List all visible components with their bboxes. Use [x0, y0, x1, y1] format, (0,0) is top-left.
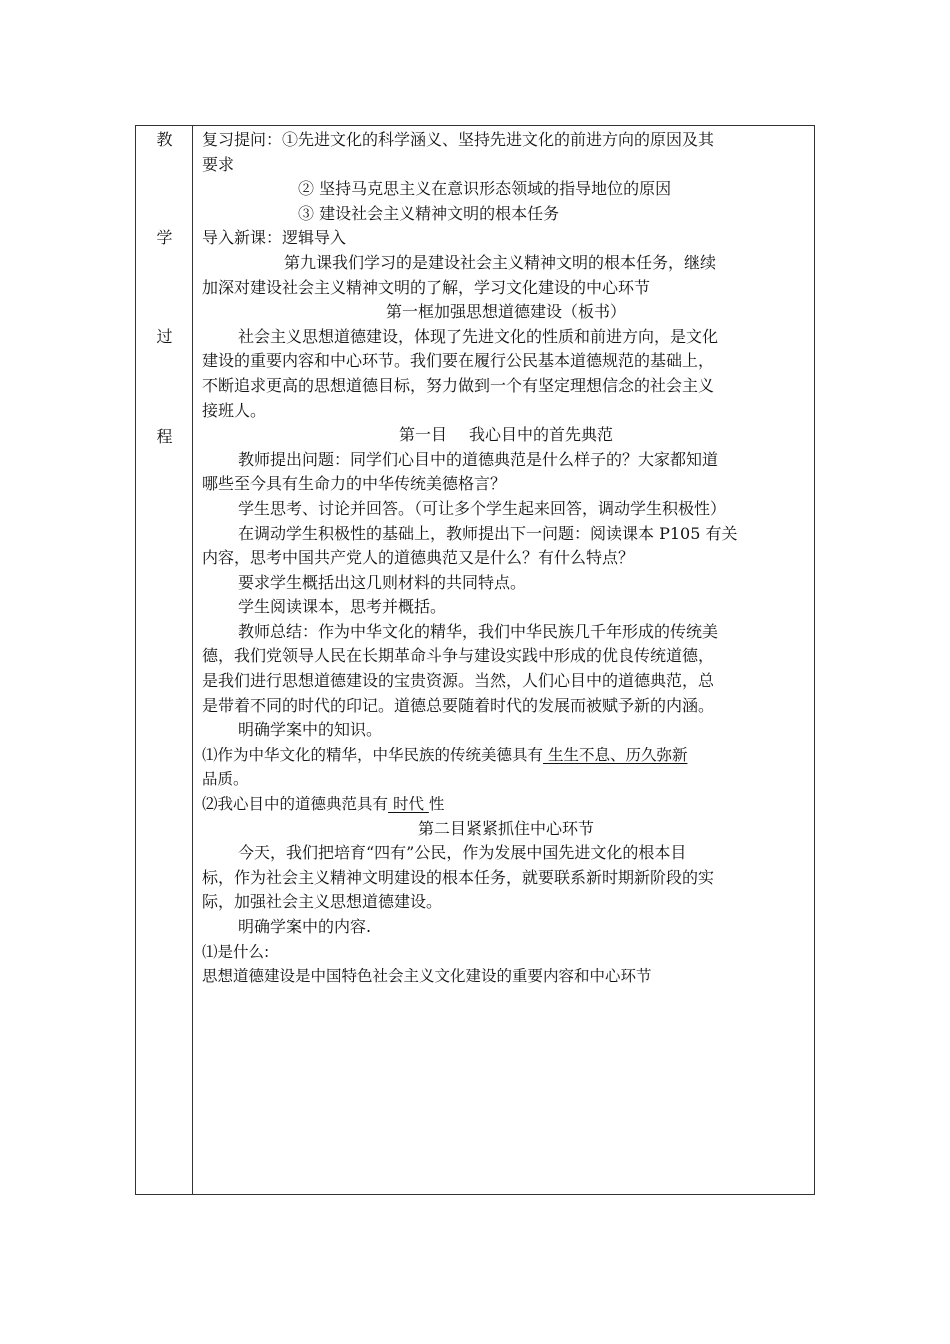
text-line: 建设的重要内容和中心环节。我们要在履行公民基本道德规范的基础上， — [202, 351, 715, 371]
text-line: 思想道德建设是中国特色社会主义文化建设的重要内容和中心环节 — [202, 967, 652, 986]
text-line: ⑴是什么: — [202, 942, 270, 961]
label-cheng: 程 — [156, 427, 173, 446]
text-line: 是带着不同的时代的印记。道德总要随着时代的发展而被赋予新的内涵。 — [202, 695, 715, 715]
lesson-content — [202, 128, 810, 989]
knowledge-answer: 时代 — [388, 795, 429, 814]
text-line: 内容，思考中国共产党人的道德典范又是什么？有什么特点？ — [202, 548, 635, 568]
label-xue: 学 — [156, 228, 173, 247]
intro-heading: 导入新课：逻辑导入 — [202, 228, 347, 248]
knowledge-text: ⑵我心目中的道德典范具有 — [202, 795, 389, 814]
text-line: 哪些至今具有生命力的中华传统美德格言？ — [202, 474, 507, 494]
lesson-table — [135, 125, 815, 1195]
text-line: 社会主义思想道德建设，体现了先进文化的性质和前进方向，是文化 — [238, 326, 719, 346]
label-column — [136, 126, 193, 1194]
knowledge-text: 性 — [428, 795, 445, 814]
text-line: 是我们进行思想道德建设的宝贵资源。当然，人们心目中的道德典范，总 — [202, 671, 715, 691]
subsection-title-1 — [202, 423, 810, 448]
knowledge-text: ⑴作为中华文化的精华，中华民族的传统美德具有 — [202, 745, 544, 764]
review-item-2: ② 坚持马克思主义在意识形态领域的指导地位的原因 — [298, 179, 672, 199]
subsection-number: 第一目 — [398, 425, 447, 445]
review-question: 复习提问：①先进文化的科学涵义、坚持先进文化的前进方向的原因及其 — [202, 130, 715, 149]
text-line: 在调动学生积极性的基础上，教师提出下一问题：阅读课本 P105 有关 — [238, 523, 738, 543]
label-guo: 过 — [156, 327, 173, 346]
text-line: 第九课我们学习的是建设社会主义精神文明的根本任务，继续 — [284, 252, 717, 272]
text-line: 品质。 — [202, 770, 249, 789]
review-item-3: ③ 建设社会主义精神文明的根本任务 — [298, 203, 560, 223]
text-line: 要求 — [202, 154, 235, 174]
label-jiao: 教 — [156, 130, 173, 149]
text-line: 明确学案中的知识。 — [238, 720, 383, 740]
text-line: 教师提出问题：同学们心目中的道德典范是什么样子的？大家都知道 — [238, 449, 719, 469]
text-line: 不断追求更高的思想道德目标，努力做到一个有坚定理想信念的社会主义 — [202, 375, 715, 395]
knowledge-answer: 生生不息、历久弥新 — [543, 745, 688, 764]
text-line: 加深对建设社会主义精神文明的了解，学习文化建设的中心环节 — [202, 277, 651, 297]
text-line: 际，加强社会主义思想道德建设。 — [202, 892, 443, 912]
text-line: 标，作为社会主义精神文明建设的根本任务，就要联系新时期新阶段的实 — [202, 867, 715, 887]
knowledge-item-1 — [202, 743, 810, 768]
subsection-name: 我心目中的首先典范 — [469, 425, 614, 445]
text-line: 明确学案中的内容. — [238, 917, 372, 936]
text-line: 德，我们党领导人民在长期革命斗争与建设实践中形成的优良传统道德， — [202, 646, 715, 666]
text-line: 要求学生概括出这几则材料的共同特点。 — [238, 572, 527, 592]
section-title: 第一框加强思想道德建设（板书） — [385, 302, 626, 322]
text-line: 学生思考、讨论并回答。（可让多个学生起来回答，调动学生积极性） — [238, 498, 727, 518]
subsection-title-2: 第二目紧紧抓住中心环节 — [417, 818, 594, 838]
text-line: 学生阅读课本，思考并概括。 — [238, 597, 447, 617]
text-line: 教师总结：作为中华文化的精华，我们中华民族几千年形成的传统美 — [238, 621, 719, 641]
knowledge-item-2 — [202, 792, 810, 817]
text-line: 今天，我们把培育“四有”公民，作为发展中国先进文化的根本目 — [238, 843, 687, 863]
text-line: 接班人。 — [202, 400, 267, 420]
